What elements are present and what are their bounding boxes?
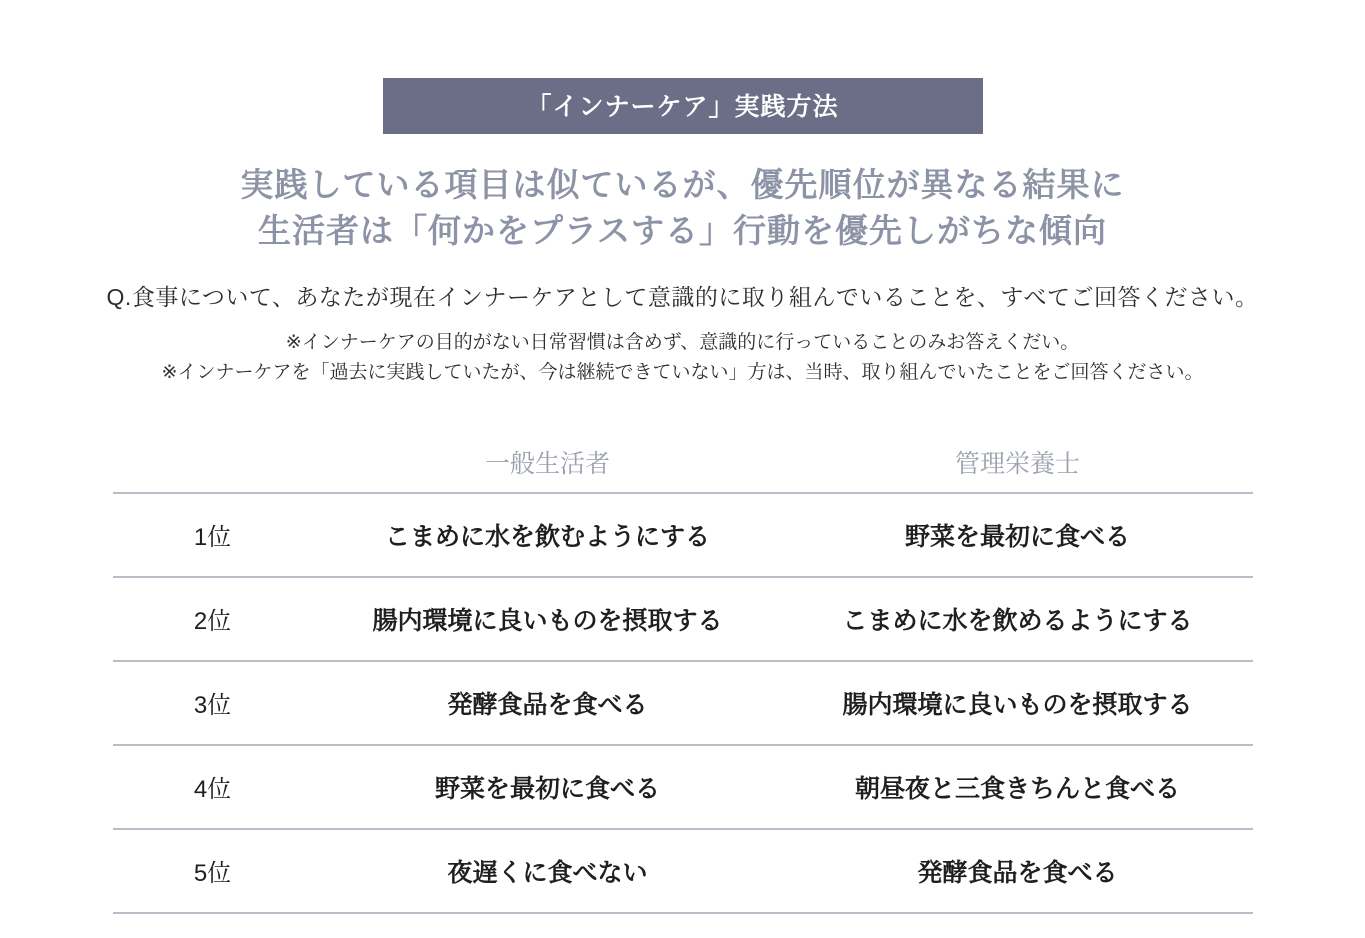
- banner-container: [0, 0, 1365, 134]
- cell-dietitians: 発酵食品を食べる: [917, 858, 1118, 887]
- table-row: [113, 493, 1253, 577]
- slide-banner-title: 「インナーケア」実践方法: [383, 78, 983, 134]
- survey-notes: [0, 328, 1365, 387]
- cell-general-consumers: 腸内環境に良いものを摂取する: [372, 606, 723, 635]
- cell-general-consumers: 夜遅くに食べない: [447, 858, 648, 887]
- survey-question: Q.食事について、あなたが現在インナーケアとして意識的に取り組んでいることを、すべてご回答ください。: [106, 284, 1259, 311]
- table-row: [113, 745, 1253, 829]
- rank-label: 4位: [193, 776, 232, 804]
- table-row: [113, 829, 1253, 913]
- rank-label: 5位: [193, 860, 232, 888]
- cell-general-consumers: こまめに水を飲むようにする: [384, 522, 710, 551]
- column-header-rank: [113, 443, 313, 493]
- cell-dietitians: 腸内環境に良いものを摂取する: [842, 690, 1193, 719]
- cell-dietitians: こまめに水を飲めるようにする: [842, 606, 1193, 635]
- rank-label: 2位: [193, 608, 232, 636]
- headline-line-2: 生活者は「何かをプラスする」行動を優先しがちな傾向: [257, 211, 1107, 249]
- rank-label: 1位: [193, 524, 232, 552]
- column-header-dietitians: 管理栄養士: [954, 449, 1080, 478]
- ranking-table: [113, 443, 1253, 914]
- table-row: [113, 577, 1253, 661]
- column-header-general-consumers: 一般生活者: [484, 449, 610, 478]
- ranking-table-body: [113, 493, 1253, 913]
- headline: [0, 162, 1365, 253]
- rank-label: 3位: [193, 692, 232, 720]
- cell-dietitians: 朝昼夜と三食きちんと食べる: [854, 774, 1180, 803]
- cell-dietitians: 野菜を最初に食べる: [904, 522, 1130, 551]
- ranking-table-head: [113, 443, 1253, 493]
- table-header-row: [113, 443, 1253, 493]
- cell-general-consumers: 発酵食品を食べる: [447, 690, 648, 719]
- survey-note-1: ※インナーケアの目的がない日常習慣は含めず、意識的に行っていることのみお答えくだい。: [285, 332, 1080, 354]
- survey-note-2: ※インナーケアを「過去に実践していたが、今は継続できていない」方は、当時、取り組んでいたことをご回答ください。: [161, 361, 1204, 383]
- cell-general-consumers: 野菜を最初に食べる: [434, 774, 660, 803]
- headline-line-1: 実践している項目は似ているが、優先順位が異なる結果に: [240, 166, 1125, 203]
- table-row: [113, 661, 1253, 745]
